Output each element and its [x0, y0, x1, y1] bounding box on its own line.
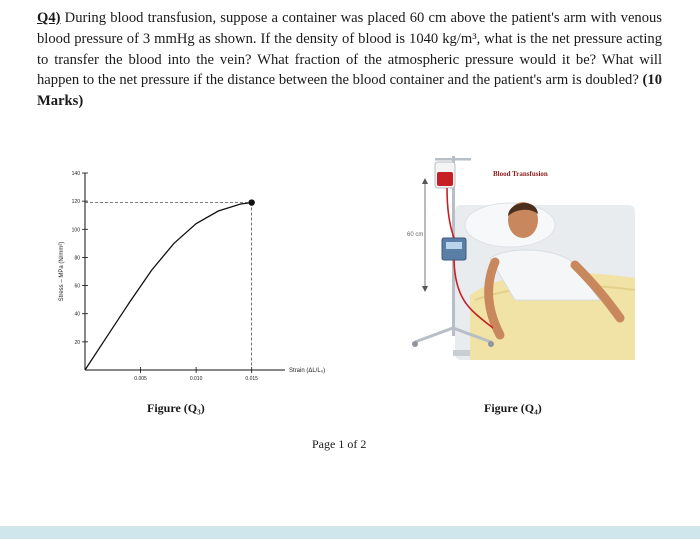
y-tick-label: 60 [74, 283, 80, 290]
chart-x-axis-label: Strain (ΔL/L₀) [289, 368, 326, 374]
chart-reference-lines [85, 203, 252, 370]
blood-transfusion-illustration [395, 150, 635, 365]
figure-title: Blood Transfusion [493, 170, 548, 178]
height-arrow-bottom [422, 286, 428, 292]
y-tick-label: 40 [74, 311, 80, 318]
x-tick-label: 0.010 [189, 376, 203, 380]
y-tick-label: 80 [74, 255, 80, 262]
iv-wheel-right [488, 341, 494, 347]
iv-wheel-left [412, 341, 418, 347]
iv-hook [435, 158, 471, 161]
chart-y-axis-label: Stress – MPa (N/mm²) [59, 241, 65, 302]
y-tick-label: 120 [71, 199, 80, 206]
y-tick-label: 100 [71, 227, 80, 234]
height-label: 60 cm [407, 232, 424, 238]
y-tick-label: 140 [71, 171, 80, 177]
question-number: Q4) [37, 10, 61, 26]
x-tick-label: 0.015 [245, 376, 258, 380]
figure-q3-caption: Figure (Q₃) [147, 401, 205, 415]
height-arrow-top [422, 178, 428, 184]
question-text [37, 8, 662, 112]
blood-bag-fill [437, 172, 453, 186]
curve-end-point [248, 199, 254, 205]
infusion-pump-screen [446, 242, 462, 249]
stress-strain-chart [55, 165, 355, 380]
figure-q4-caption: Figure (Q₄) [484, 401, 542, 415]
bottom-band [0, 526, 700, 539]
stress-strain-curve [85, 203, 252, 370]
question-body: During blood transfusion, suppose a container was placed 60 cm above the patient's arm with venous blood pressure of 3 mmHg as shown. If the density of blood is 1040 kg/m³, what is the net pressure acting to transfer the blood into the vein? What fraction of the atmospheric pressure would it be? What will happen to the net pressure if the distance between the blood container and the patient's arm is doubled? [37, 10, 662, 89]
y-tick-label: 20 [74, 339, 80, 346]
x-tick-label: 0.005 [134, 376, 147, 380]
page-number: Page 1 of 2 [312, 437, 367, 451]
question-marks: (10 Marks) [37, 72, 662, 110]
